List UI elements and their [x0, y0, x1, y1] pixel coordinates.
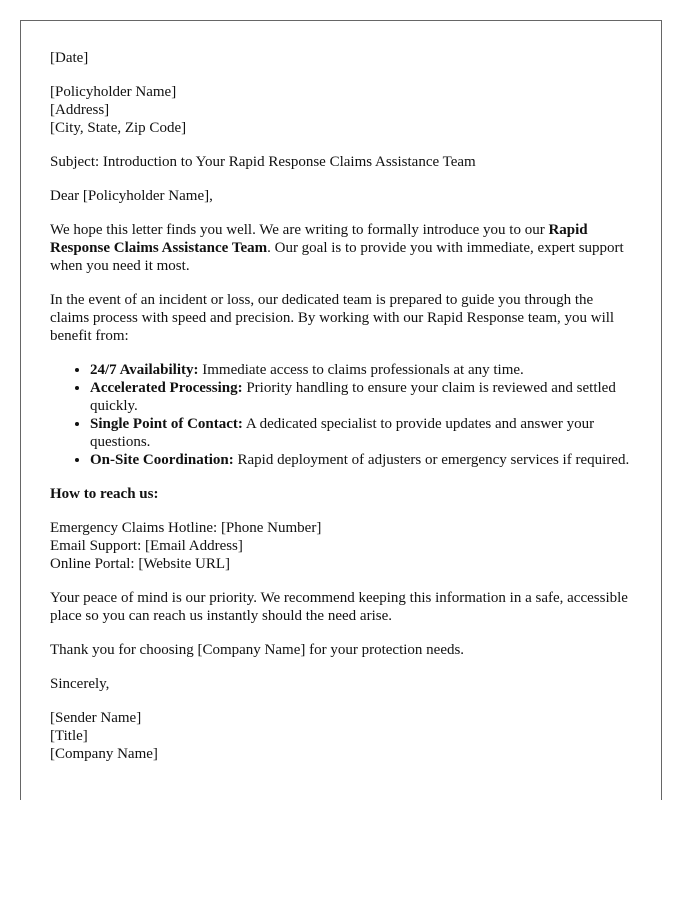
benefit-text: Rapid deployment of adjusters or emergency services if required.: [233, 452, 630, 468]
benefit-title: 24/7 Availability:: [90, 362, 199, 378]
recipient-name: [Policyholder Name]: [50, 84, 177, 100]
letter-page: [20, 20, 662, 800]
reach-us-heading: How to reach us:: [50, 486, 159, 502]
intro-team-name: Rapid Response Claims Assistance Team: [50, 222, 588, 256]
signature-block: [50, 709, 635, 763]
benefit-item: [90, 451, 635, 469]
sender-name: [Sender Name]: [50, 710, 142, 726]
recipient-block: [50, 83, 635, 137]
benefit-text: Immediate access to claims professionals at any time.: [198, 362, 524, 378]
recipient-address: [Address]: [50, 102, 110, 118]
benefits-intro-paragraph: In the event of an incident or loss, our dedicated team is prepared to guide you through the claims process with speed and precision. By working with our Rapid Response team, you will benefit from:: [50, 292, 615, 344]
benefit-title: On-Site Coordination:: [90, 452, 234, 468]
contact-portal: Online Portal: [Website URL]: [50, 556, 231, 572]
sender-title: [Title]: [50, 728, 88, 744]
recipient-city-state-zip: [City, State, Zip Code]: [50, 120, 187, 136]
peace-of-mind-paragraph: Your peace of mind is our priority. We recommend keeping this information in a safe, accessible place so you can reach us instantly should the need arise.: [50, 590, 628, 624]
benefits-list: [50, 361, 635, 469]
letter-date: [Date]: [50, 50, 89, 66]
intro-paragraph: [50, 221, 635, 275]
letter-salutation: Dear [Policyholder Name],: [50, 188, 213, 204]
intro-text-after: . Our goal is to provide you with immediate, expert support when you need it most.: [50, 240, 624, 274]
contact-hotline: Emergency Claims Hotline: [Phone Number]: [50, 520, 322, 536]
benefit-title: Single Point of Contact:: [90, 416, 243, 432]
intro-text-before: We hope this letter finds you well. We are writing to formally introduce you to our: [50, 222, 549, 238]
benefit-title: Accelerated Processing:: [90, 380, 243, 396]
letter-subject: Subject: Introduction to Your Rapid Response Claims Assistance Team: [50, 154, 476, 170]
contact-block: [50, 519, 635, 573]
benefit-item: [90, 415, 635, 451]
letter-content: [50, 49, 635, 779]
benefit-item: [90, 361, 635, 379]
closing-line: Sincerely,: [50, 676, 110, 692]
benefit-text: Priority handling to ensure your claim is reviewed and settled quickly.: [90, 380, 616, 414]
thank-you-paragraph: Thank you for choosing [Company Name] for your protection needs.: [50, 642, 465, 658]
benefit-text: A dedicated specialist to provide updates and answer your questions.: [90, 416, 595, 450]
sender-company: [Company Name]: [50, 746, 158, 762]
benefit-item: [90, 379, 635, 415]
contact-email: Email Support: [Email Address]: [50, 538, 243, 554]
